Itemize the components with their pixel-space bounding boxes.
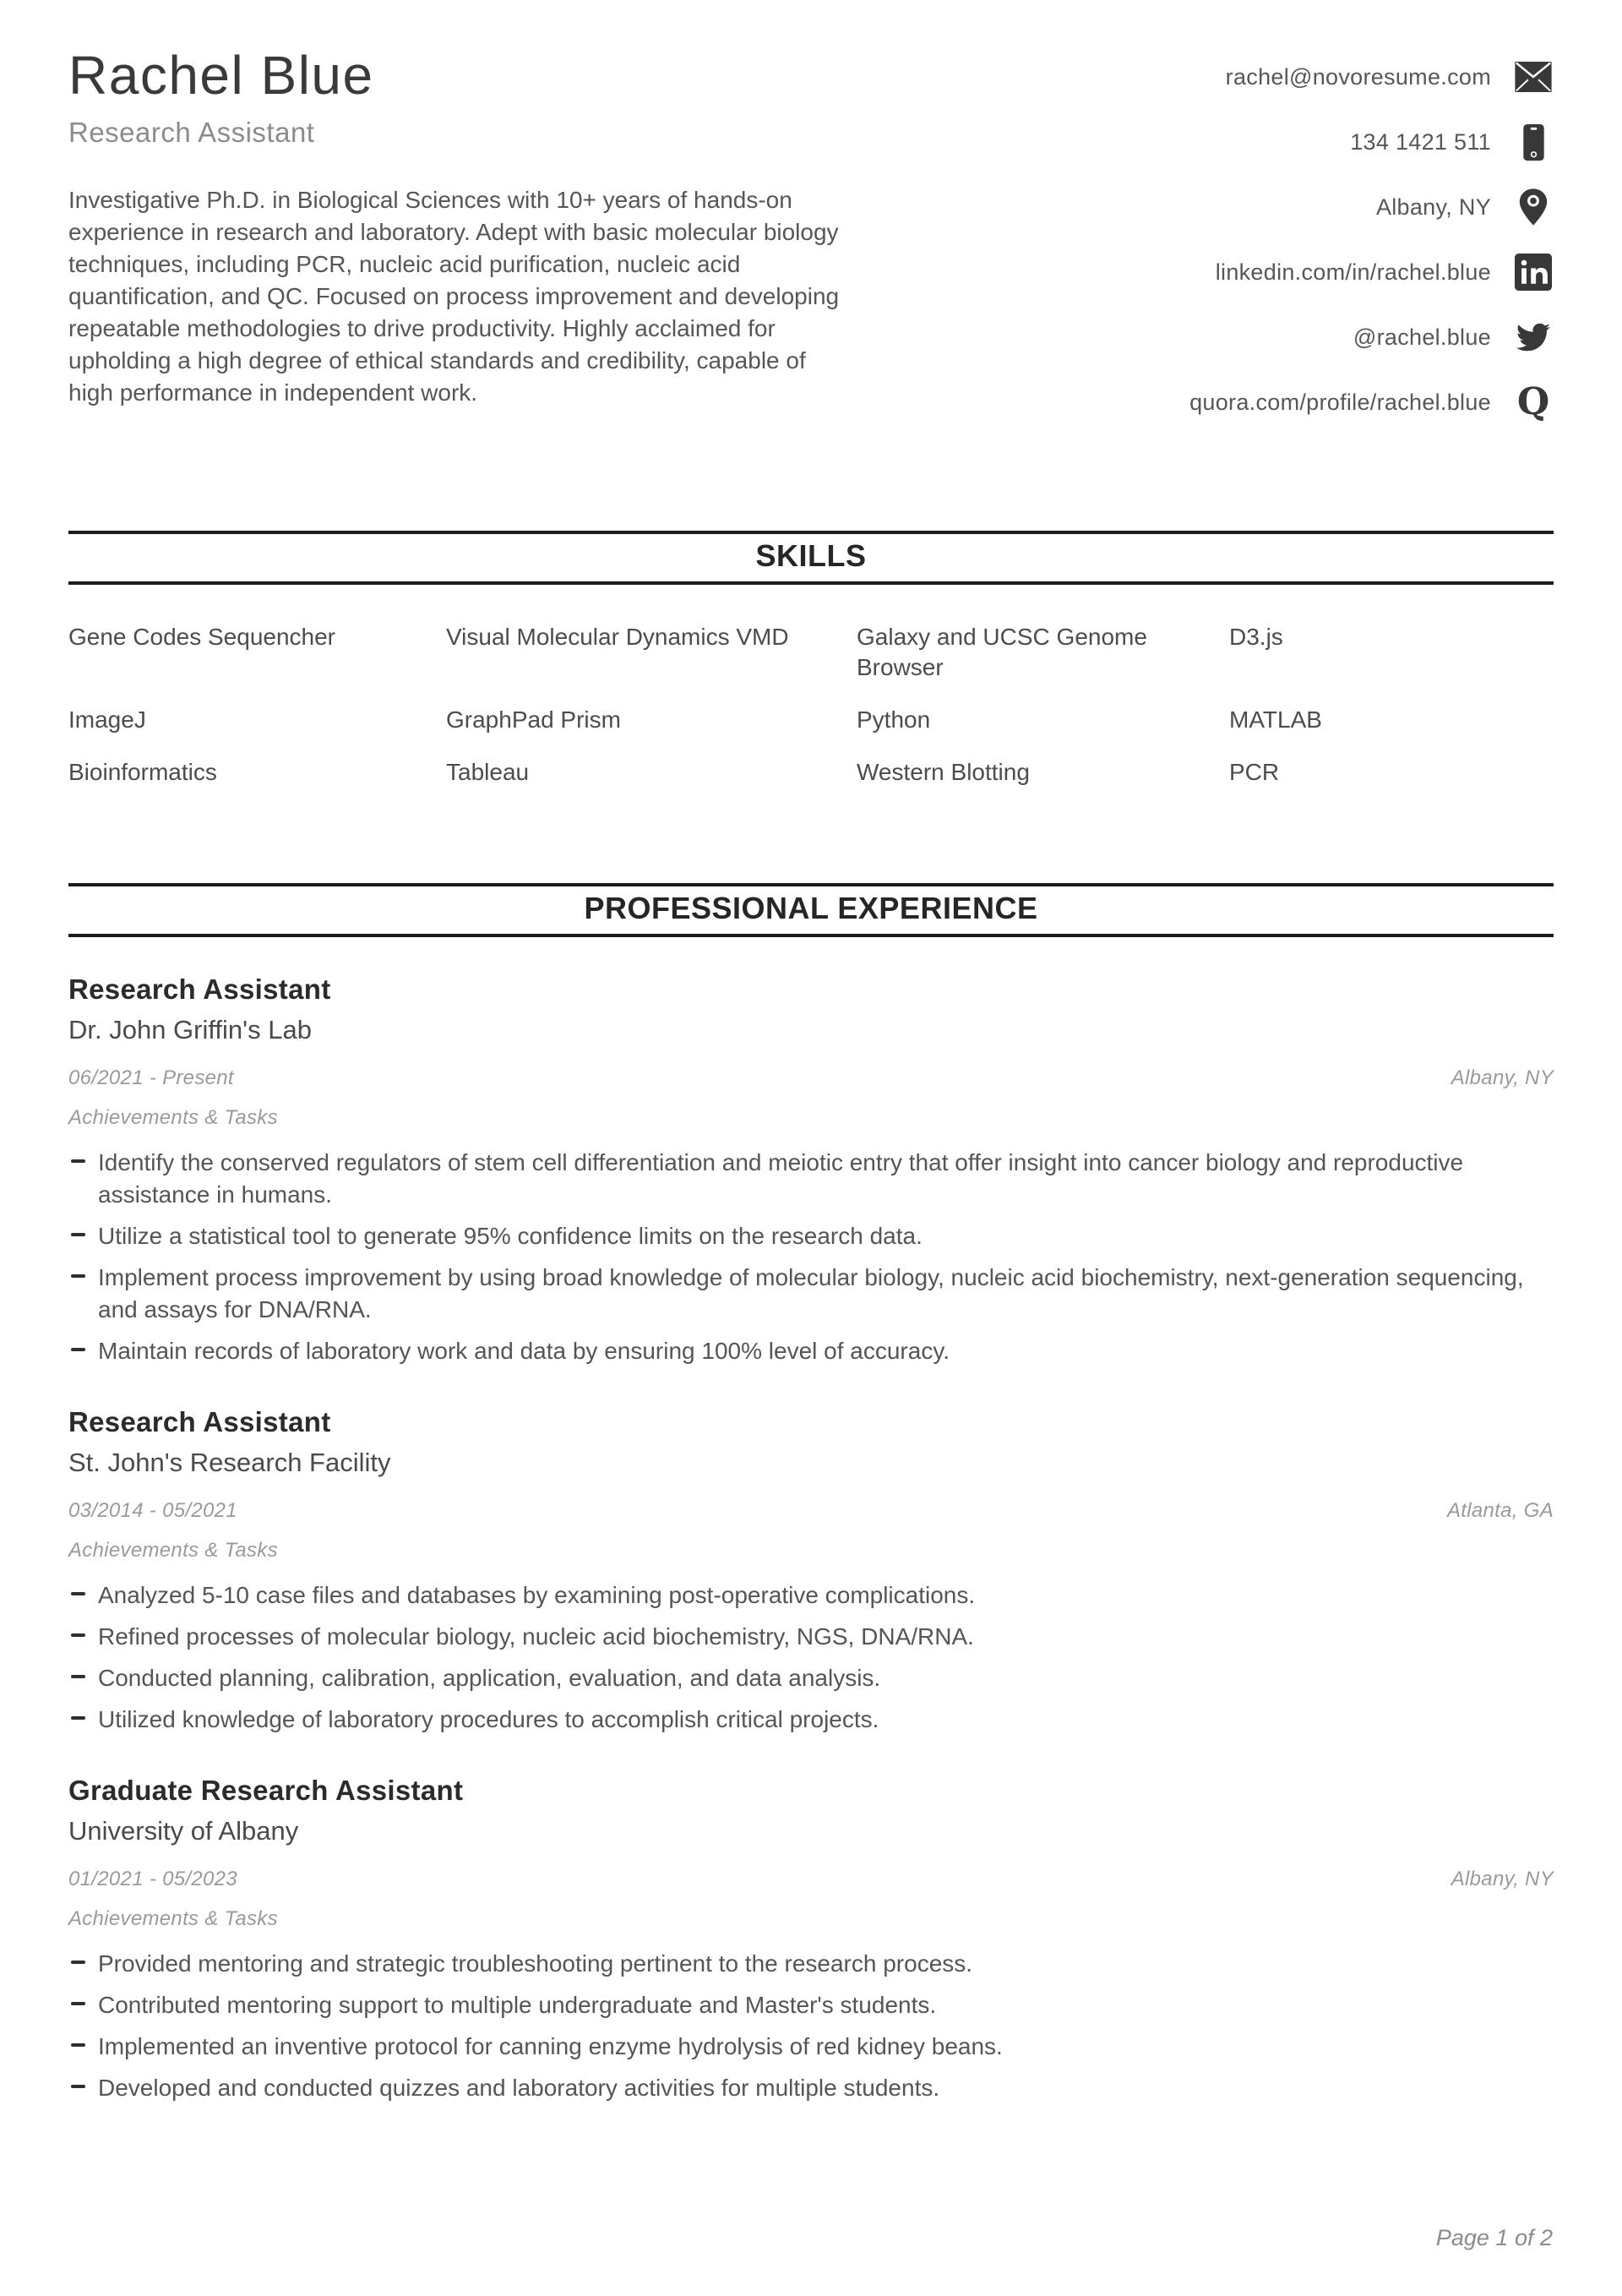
phone-icon [1513,123,1554,161]
bullet-text: Utilized knowledge of laboratory procedures to accomplish critical projects. [98,1706,879,1732]
contact-location [1189,188,1554,226]
bullet-dash-icon [71,1716,85,1720]
skill-item: Visual Molecular Dynamics VMD [446,624,789,650]
skill-item: D3.js [1229,624,1283,650]
job-meta-row [68,1868,1554,1891]
job-entry [68,973,1554,1367]
achievements-label: Achievements & Tasks [68,1106,278,1129]
skill-item: Western Blotting [857,759,1030,785]
job-dates: 03/2014 - 05/2021 [68,1499,237,1522]
bullet-dash-icon [71,1961,85,1964]
bullet-item [68,1989,1554,2021]
job-title: Research Assistant [68,1406,331,1437]
job-dates: 06/2021 - Present [68,1066,234,1089]
bullet-item [68,1579,1554,1612]
contact-phone-text: 134 1421 511 [1350,128,1491,155]
contact-linkedin-text: linkedin.com/in/rachel.blue [1215,259,1491,285]
skill-item: Python [857,706,931,733]
header [0,0,1622,448]
bullet-text: Refined processes of molecular biology, nucleic acid biochemistry, NGS, DNA/RNA. [98,1623,974,1650]
job-location: Albany, NY [1451,1066,1554,1089]
achievements-label: Achievements & Tasks [68,1539,278,1562]
bullet-dash-icon [71,1675,85,1678]
bullet-dash-icon [71,1159,85,1163]
contact-email [1189,57,1554,96]
contact-quora [1189,380,1554,423]
skill-item: Gene Codes Sequencher [68,624,335,650]
experience-section-header [68,883,1554,937]
page-number: Page 1 of 2 [1435,2225,1553,2250]
skills-heading: SKILLS [755,538,867,573]
job-meta-row [68,1499,1554,1523]
skill-item: Tableau [446,759,530,785]
header-left [68,47,841,448]
skill-item: MATLAB [1229,706,1322,733]
job-title: Research Assistant [68,973,331,1005]
skill-item: PCR [1229,759,1280,785]
twitter-icon [1513,318,1554,357]
experience-section [0,883,1622,2104]
contact-location-text: Albany, NY [1375,194,1491,220]
bullet-dash-icon [71,2002,85,2005]
skills-section-header [68,531,1554,585]
bullet-text: Provided mentoring and strategic troubleshooting pertinent to the research process. [98,1950,973,1977]
summary-paragraph: Investigative Ph.D. in Biological Sciences with 10+ years of hands-on experience in research and laboratory. Adept with basic molecular biology techniques, including PCR, nucleic acid purification, nucleic acid quantification, and QC. Focused on process improvement and developing repeatable methodologies to drive productivity. Highly acclaimed for upholding a high degree of ethical standards and credibility, capable of high performance in independent work. [68,187,840,406]
email-icon [1513,57,1554,96]
job-location: Albany, NY [1451,1868,1554,1890]
bullet-item [68,1621,1554,1653]
job-bullet-list [68,1579,1554,1736]
job-company: University of Albany [68,1816,299,1846]
bullet-text: Utilize a statistical tool to generate 95% confidence limits on the research data. [98,1223,923,1249]
bullet-dash-icon [71,1633,85,1637]
bullet-text: Implement process improvement by using broad knowledge of molecular biology, nucleic acid biochemistry, next-generation sequencing, and assays for DNA/RNA. [98,1264,1524,1323]
bullet-dash-icon [71,1274,85,1278]
achievements-label: Achievements & Tasks [68,1907,278,1930]
bullet-item [68,1662,1554,1694]
bullet-text: Implemented an inventive protocol for canning enzyme hydrolysis of red kidney beans. [98,2033,1003,2059]
location-icon [1513,188,1554,226]
skills-section [0,531,1622,810]
bullet-text: Maintain records of laboratory work and data by ensuring 100% level of accuracy. [98,1338,950,1364]
quora-icon: Q [1516,380,1550,423]
job-entry [68,1406,1554,1736]
bullet-dash-icon [71,2085,85,2088]
skill-item: Galaxy and UCSC Genome Browser [857,624,1147,680]
bullet-item [68,1220,1554,1252]
contact-twitter [1189,318,1554,357]
bullet-text: Conducted planning, calibration, application, evaluation, and data analysis. [98,1665,881,1691]
bullet-text: Identify the conserved regulators of stem cell differentiation and meiotic entry that offer insight into cancer biology and reproductive assistance in humans. [98,1149,1464,1208]
bullet-item [68,1704,1554,1736]
linkedin-icon [1513,253,1554,292]
job-bullet-list [68,1948,1554,2104]
bullet-text: Contributed mentoring support to multiple undergraduate and Master's students. [98,1992,937,2018]
bullet-item [68,1262,1554,1326]
contact-email-text: rachel@novoresume.com [1225,63,1491,90]
bullet-dash-icon [71,1592,85,1595]
bullet-item [68,1147,1554,1211]
experience-heading: PROFESSIONAL EXPERIENCE [584,891,1038,925]
bullet-item [68,1335,1554,1367]
bullet-text: Developed and conducted quizzes and laboratory activities for multiple students. [98,2075,940,2101]
job-entry [68,1775,1554,2104]
job-company: St. John's Research Facility [68,1448,391,1477]
contact-twitter-text: @rachel.blue [1353,324,1491,350]
bullet-dash-icon [71,2043,85,2047]
person-name: Rachel Blue [68,45,374,106]
skill-item: ImageJ [68,706,146,733]
skill-item: Bioinformatics [68,759,217,785]
bullet-item [68,2031,1554,2063]
bullet-dash-icon [71,1233,85,1236]
job-location: Atlanta, GA [1446,1499,1554,1522]
job-dates: 01/2021 - 05/2023 [68,1868,237,1890]
contact-list [1189,47,1554,448]
job-title: Graduate Research Assistant [68,1775,464,1806]
contact-linkedin [1189,253,1554,292]
job-meta-row [68,1066,1554,1090]
skills-grid [68,622,1554,810]
contact-phone [1189,123,1554,161]
bullet-item [68,1948,1554,1980]
person-job-title: Research Assistant [68,117,315,149]
job-bullet-list [68,1147,1554,1367]
skill-item: GraphPad Prism [446,706,621,733]
job-company: Dr. John Griffin's Lab [68,1015,312,1044]
bullet-dash-icon [71,1348,85,1351]
bullet-item [68,2072,1554,2104]
bullet-text: Analyzed 5-10 case files and databases by examining post-operative complications. [98,1582,976,1608]
contact-quora-text: quora.com/profile/rachel.blue [1189,389,1491,415]
